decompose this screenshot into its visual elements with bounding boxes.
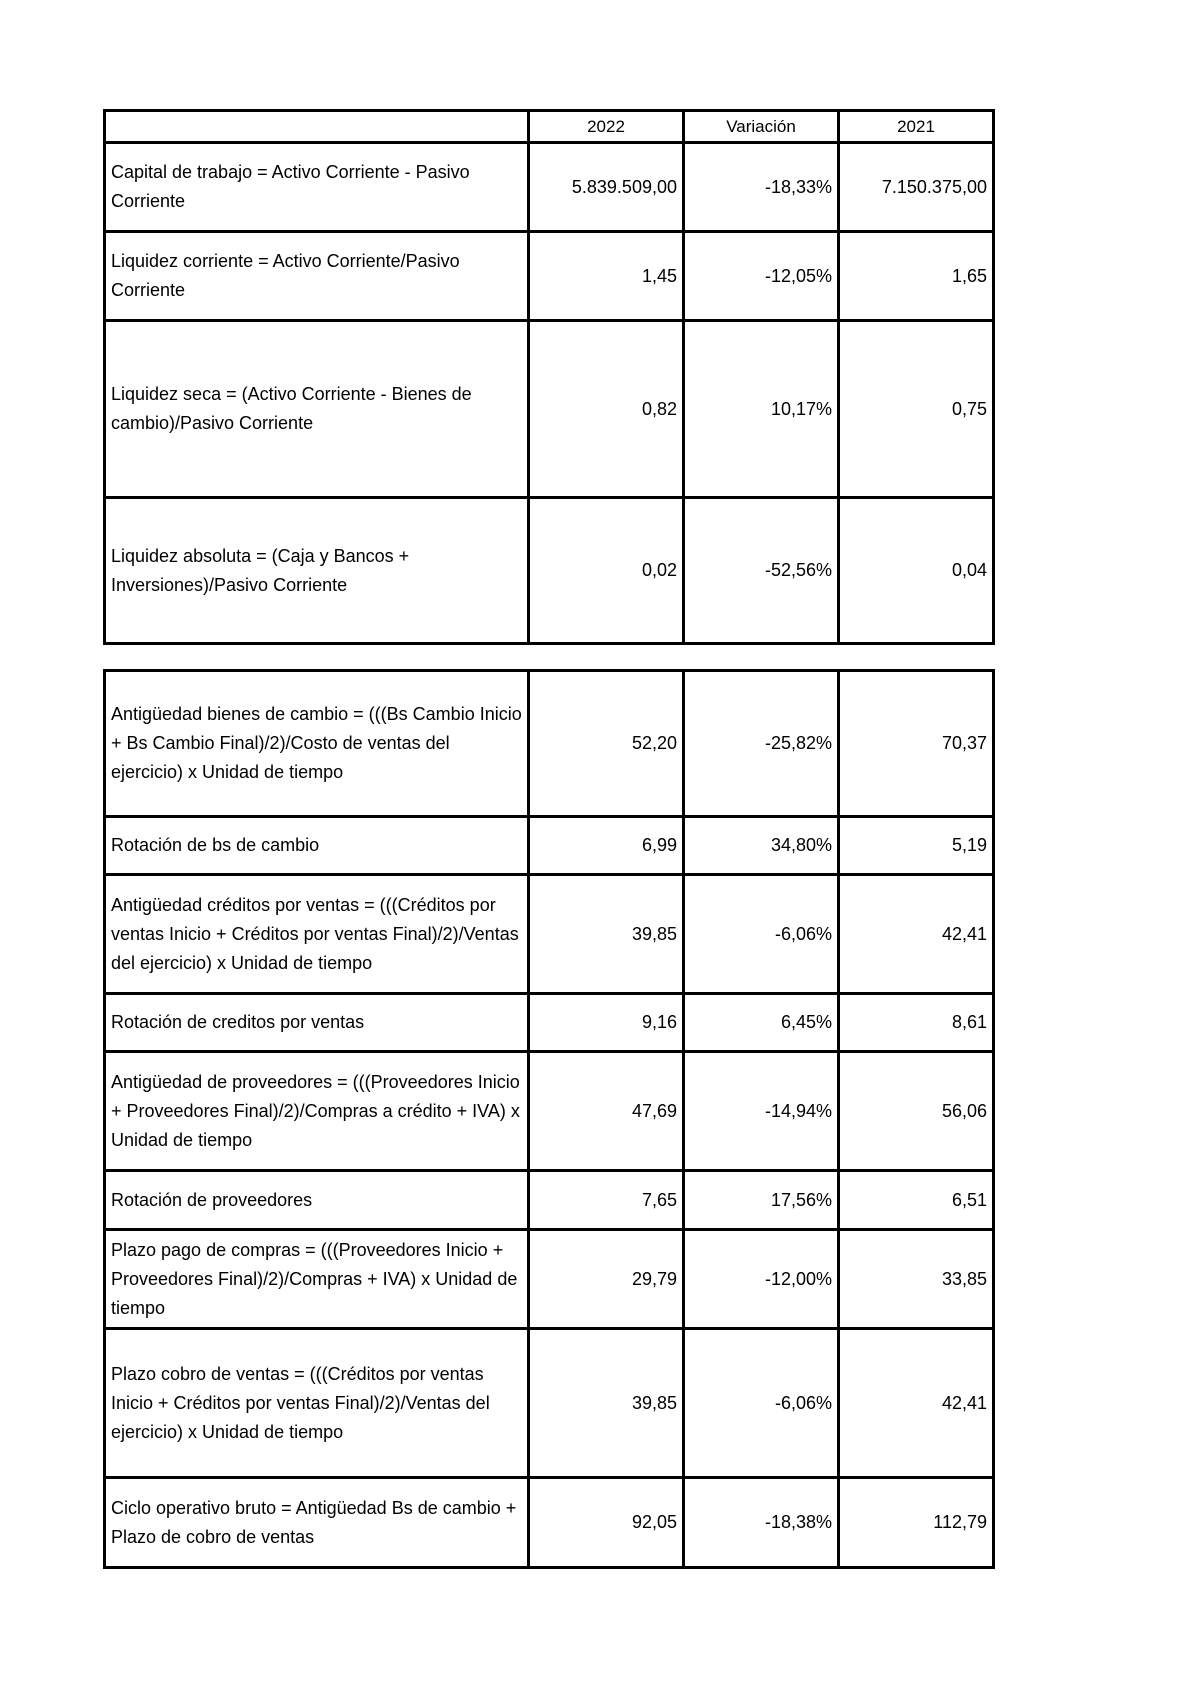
value-2022: 1,45 xyxy=(529,232,684,321)
value-2022: 39,85 xyxy=(529,1329,684,1478)
ratio-label: Antigüedad de proveedores = (((Proveedores Inicio + Proveedores Final)/2)/Compras a crédito + IVA) x Unidad de tiempo xyxy=(105,1052,529,1171)
table-row xyxy=(105,1230,994,1329)
value-variacion: -12,05% xyxy=(684,232,839,321)
value-variacion: 10,17% xyxy=(684,321,839,498)
table-row xyxy=(105,817,994,875)
value-variacion: -12,00% xyxy=(684,1230,839,1329)
value-2021: 7.150.375,00 xyxy=(839,143,994,232)
header-2021: 2021 xyxy=(839,111,994,143)
ratio-label: Rotación de proveedores xyxy=(105,1171,529,1230)
value-2022: 29,79 xyxy=(529,1230,684,1329)
table-row xyxy=(105,498,994,644)
value-variacion: -18,33% xyxy=(684,143,839,232)
activity-ratios-table xyxy=(103,669,995,1569)
value-2021: 1,65 xyxy=(839,232,994,321)
table-row xyxy=(105,671,994,817)
ratio-label: Liquidez seca = (Activo Corriente - Bienes de cambio)/Pasivo Corriente xyxy=(105,321,529,498)
table-row xyxy=(105,1478,994,1568)
ratio-label: Rotación de creditos por ventas xyxy=(105,994,529,1052)
value-variacion: -6,06% xyxy=(684,1329,839,1478)
value-2021: 42,41 xyxy=(839,875,994,994)
value-2021: 42,41 xyxy=(839,1329,994,1478)
table-row xyxy=(105,994,994,1052)
table-row xyxy=(105,1329,994,1478)
value-2021: 0,04 xyxy=(839,498,994,644)
value-variacion: 6,45% xyxy=(684,994,839,1052)
value-2022: 92,05 xyxy=(529,1478,684,1568)
value-2021: 70,37 xyxy=(839,671,994,817)
header-variacion: Variación xyxy=(684,111,839,143)
value-2021: 8,61 xyxy=(839,994,994,1052)
value-2022: 39,85 xyxy=(529,875,684,994)
header-blank-cell xyxy=(105,111,529,143)
table-row xyxy=(105,875,994,994)
value-2022: 5.839.509,00 xyxy=(529,143,684,232)
value-2022: 6,99 xyxy=(529,817,684,875)
table-row xyxy=(105,321,994,498)
value-variacion: -6,06% xyxy=(684,875,839,994)
ratio-label: Liquidez corriente = Activo Corriente/Pasivo Corriente xyxy=(105,232,529,321)
ratio-label: Antigüedad bienes de cambio = (((Bs Cambio Inicio + Bs Cambio Final)/2)/Costo de ventas del ejercicio) x Unidad de tiempo xyxy=(105,671,529,817)
value-variacion: 17,56% xyxy=(684,1171,839,1230)
value-2021: 6,51 xyxy=(839,1171,994,1230)
table-row xyxy=(105,1052,994,1171)
value-2021: 0,75 xyxy=(839,321,994,498)
value-2022: 47,69 xyxy=(529,1052,684,1171)
ratio-label: Capital de trabajo = Activo Corriente - Pasivo Corriente xyxy=(105,143,529,232)
value-variacion: -25,82% xyxy=(684,671,839,817)
value-variacion: -52,56% xyxy=(684,498,839,644)
value-variacion: -18,38% xyxy=(684,1478,839,1568)
ratio-label: Plazo pago de compras = (((Proveedores Inicio + Proveedores Final)/2)/Compras + IVA) x Unidad de tiempo xyxy=(105,1230,529,1329)
ratio-label: Plazo cobro de ventas = (((Créditos por ventas Inicio + Créditos por ventas Final)/2)/Ventas del ejercicio) x Unidad de tiempo xyxy=(105,1329,529,1478)
value-variacion: 34,80% xyxy=(684,817,839,875)
table-row xyxy=(105,1171,994,1230)
ratio-label: Antigüedad créditos por ventas = (((Créditos por ventas Inicio + Créditos por ventas Final)/2)/Ventas del ejercicio) x Unidad de tiempo xyxy=(105,875,529,994)
value-2022: 0,82 xyxy=(529,321,684,498)
value-2022: 7,65 xyxy=(529,1171,684,1230)
header-row xyxy=(105,111,994,143)
ratio-label: Ciclo operativo bruto = Antigüedad Bs de cambio + Plazo de cobro de ventas xyxy=(105,1478,529,1568)
value-2021: 33,85 xyxy=(839,1230,994,1329)
liquidity-ratios-table xyxy=(103,109,995,645)
value-2021: 112,79 xyxy=(839,1478,994,1568)
value-2021: 56,06 xyxy=(839,1052,994,1171)
table-row xyxy=(105,143,994,232)
value-2022: 9,16 xyxy=(529,994,684,1052)
value-2022: 52,20 xyxy=(529,671,684,817)
header-2022: 2022 xyxy=(529,111,684,143)
ratio-label: Rotación de bs de cambio xyxy=(105,817,529,875)
value-2022: 0,02 xyxy=(529,498,684,644)
table-row xyxy=(105,232,994,321)
value-2021: 5,19 xyxy=(839,817,994,875)
value-variacion: -14,94% xyxy=(684,1052,839,1171)
ratio-label: Liquidez absoluta = (Caja y Bancos + Inversiones)/Pasivo Corriente xyxy=(105,498,529,644)
